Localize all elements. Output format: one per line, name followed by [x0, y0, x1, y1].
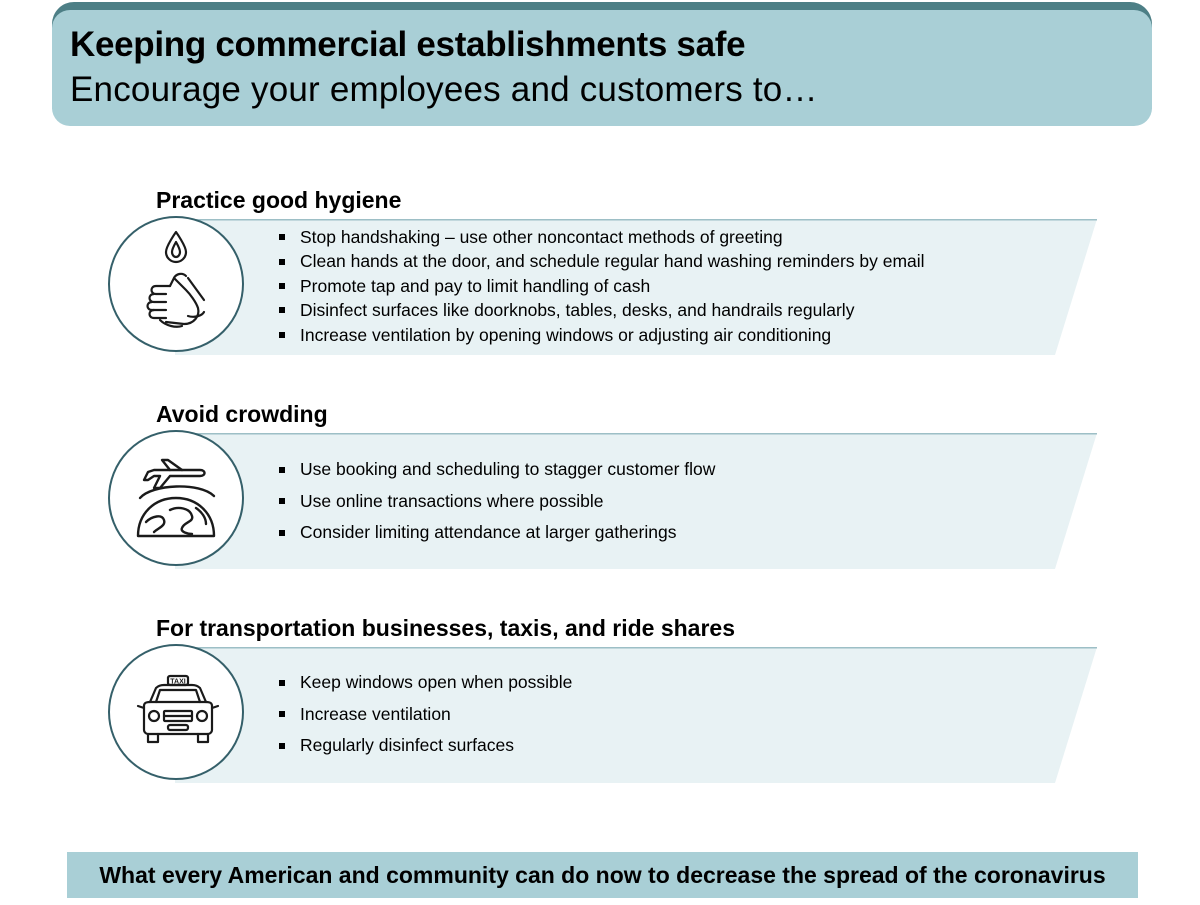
header-banner	[52, 10, 1152, 126]
section-title: For transportation businesses, taxis, and ride shares	[156, 615, 736, 641]
hygiene-icon-circle	[108, 216, 244, 352]
globe-airplane-icon	[110, 432, 242, 564]
list-item: Disinfect surfaces like doorknobs, tables, desks, and handrails regularly	[276, 298, 925, 322]
crowding-icon-circle	[108, 430, 244, 566]
taxi-icon	[110, 646, 242, 778]
footer-text: What every American and community can do now to decrease the spread of the coronavirus	[99, 861, 1106, 888]
list-item: Increase ventilation by opening windows or adjusting air conditioning	[276, 323, 925, 347]
list-item: Use booking and scheduling to stagger customer flow	[276, 454, 715, 486]
taxi-sign-label: TAXI	[170, 678, 186, 686]
hand-hygiene-icon	[110, 218, 242, 350]
list-item: Increase ventilation	[276, 699, 572, 731]
list-item: Use online transactions where possible	[276, 486, 715, 518]
list-item: Stop handshaking – use other noncontact methods of greeting	[276, 225, 925, 249]
bullet-list	[276, 667, 572, 762]
list-item: Keep windows open when possible	[276, 667, 572, 699]
list-item: Clean hands at the door, and schedule regular hand washing reminders by email	[276, 249, 925, 273]
bullet-list	[276, 454, 715, 549]
bullet-list	[276, 225, 925, 347]
list-item: Regularly disinfect surfaces	[276, 730, 572, 762]
transportation-icon-circle	[108, 644, 244, 780]
page-subtitle: Encourage your employees and customers to…	[70, 70, 818, 109]
page-title: Keeping commercial establishments safe	[70, 25, 746, 64]
section-title: Avoid crowding	[156, 401, 328, 427]
list-item: Promote tap and pay to limit handling of cash	[276, 274, 925, 298]
list-item: Consider limiting attendance at larger gatherings	[276, 517, 715, 549]
section-title: Practice good hygiene	[156, 187, 402, 213]
footer-banner	[67, 852, 1138, 898]
